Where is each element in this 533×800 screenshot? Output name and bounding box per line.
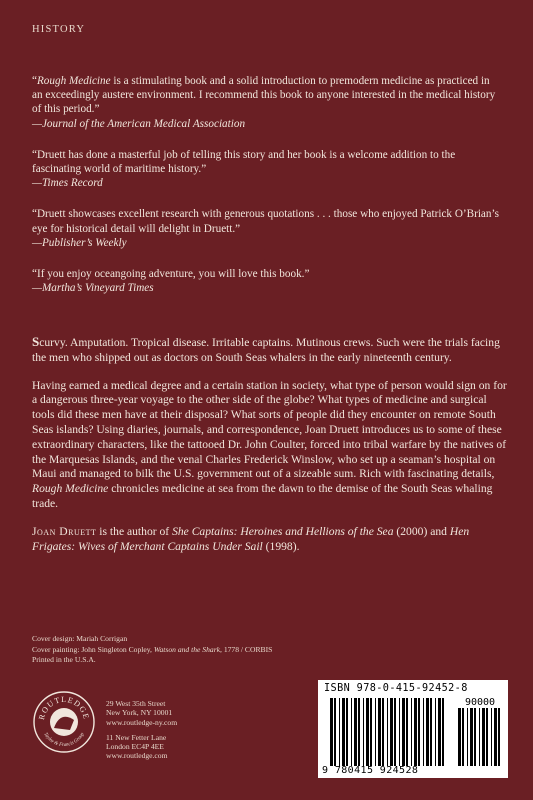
book-title: Rough Medicine xyxy=(32,482,109,496)
drop-cap: S xyxy=(32,334,40,349)
isbn-label: ISBN 978-0-415-92452-8 xyxy=(324,683,468,694)
barcode-bar xyxy=(346,698,348,766)
cover-credits xyxy=(32,634,362,666)
cover-painting-credit: Cover painting: John Singleton Copley, Watson and the Shark, 1778 / CORBIS xyxy=(32,644,273,654)
barcode-bar xyxy=(411,698,412,766)
barcode-bar xyxy=(467,708,468,766)
author-book-1: She Captains: Heroines and Hellions of the Sea xyxy=(172,524,394,538)
barcode-bar xyxy=(402,698,405,766)
barcode-bar xyxy=(378,698,381,766)
author-name: Joan Druett xyxy=(32,524,97,538)
barcode-bar xyxy=(470,708,473,766)
barcode-bar xyxy=(486,708,488,766)
barcode-bar xyxy=(423,698,424,766)
barcode-bar xyxy=(342,698,345,766)
barcode-bar xyxy=(370,698,372,766)
barcode-bar xyxy=(462,708,464,766)
quote-source: —Journal of the American Medical Association xyxy=(32,117,246,130)
ean-digits: 9 780415 924528 xyxy=(322,765,419,776)
barcode-bar xyxy=(414,698,417,766)
barcode-bar xyxy=(394,698,396,766)
barcode-bar xyxy=(482,708,485,766)
barcode-bar xyxy=(366,698,369,766)
publisher-address: 29 West 35th Street New York, NY 10001 www.routledge-ny.com 11 New Fetter Lane London EC4P 4EE www.routledge.com xyxy=(106,699,178,761)
barcode-bar xyxy=(430,698,432,766)
quote-source: —Times Record xyxy=(32,177,103,190)
author-bio: Joan Druett is the author of She Captains: Heroines and Hellions of the Sea (2000) and Hen Frigates: Wives of Merchant Captains Under Sail (1998). xyxy=(32,524,470,553)
review-quote-1: “Rough Medicine is a stimulating book and a solid introduction to premodern medicine as practiced in an exceedingly austere environment. I recommend this book to anyone interested in the medical history of this period.” —Journal of the American Medical Association xyxy=(32,74,502,131)
category-label: HISTORY xyxy=(32,24,86,35)
routledge-logo xyxy=(32,690,96,754)
quote-text: “Druett showcases excellent research with generous quotations . . . those who enjoyed Patrick O’Brian’s eye for historical detail will delight in Druett.” xyxy=(32,208,499,235)
barcode-bar xyxy=(382,698,384,766)
barcode-bar xyxy=(406,698,408,766)
barcode-bar xyxy=(438,698,441,766)
barcode-bar xyxy=(435,698,436,766)
barcode-bar xyxy=(474,708,476,766)
cover-design-credit: Cover design: Mariah Corrigan xyxy=(32,634,128,643)
barcode-bar xyxy=(399,698,400,766)
barcode-bar xyxy=(442,698,444,766)
quote-text: “If you enjoy oceangoing adventure, you will love this book.” xyxy=(32,268,310,281)
barcode-bar xyxy=(375,698,376,766)
logo-subtext: Taylor & Francis Group xyxy=(42,732,86,749)
barcode-bar xyxy=(387,698,388,766)
price-code: 90000 xyxy=(464,697,496,708)
barcode-bar xyxy=(390,698,393,766)
review-quote-2 xyxy=(32,148,502,191)
barcode-bar xyxy=(358,698,360,766)
quote-source: —Martha’s Vineyard Times xyxy=(32,282,154,295)
printed-in: Printed in the U.S.A. xyxy=(32,655,96,664)
quote-book-title: Rough Medicine xyxy=(36,75,111,87)
quote-text: “Druett has done a masterful job of telling this story and her book is a welcome addition to the fascinating world of maritime history.” xyxy=(32,148,456,176)
review-quote-3 xyxy=(32,207,502,250)
book-description xyxy=(32,335,507,567)
logo-text: ROUTLEDGE xyxy=(37,694,91,721)
description-intro: Scurvy. Amputation. Tropical disease. Irritable captains. Mutinous crews. Such were the trials facing the men who shipped out as doctors on South Seas whalers in the early nineteenth century. xyxy=(32,334,500,364)
barcode-bar xyxy=(334,698,336,766)
author-book-2: Hen Frigates: Wives of Merchant Captains Under Sail xyxy=(32,524,470,553)
quote-text: is a stimulating book and a solid introduction to premodern medicine as practiced in an exceedingly austere environment. I recommend this book to anyone interested in the medical history of this period.” xyxy=(32,75,496,116)
barcode-bar xyxy=(458,708,461,766)
barcode-bars xyxy=(318,680,508,778)
description-body: Having earned a medical degree and a certain station in society, what type of person would sign on for a dangerous three-year voyage to the other side of the globe? What types of medicine and surgical tools did these men have at their disposal? What sorts of people did they encounter on remote South Seas islands? Using diaries, journals, and correspondence, Joan Druett introduces us to some of these extraordinary characters, like the tattooed Dr. John Coulter, forced into tribal warfare by the natives of the Marquesas Islands, and the venal Charles Frederick Winslow, who set up a seaman’s hospital on Maui and managed to bilk the U.S. government out of a sizeable sum. Rich with fascinating details, Rough Medicine chronicles medicine at sea from the dawn to the demise of the South Seas whaling trade. xyxy=(32,378,507,510)
barcode-bar xyxy=(339,698,340,766)
barcode-bar xyxy=(498,708,500,766)
barcode-bar xyxy=(330,698,333,766)
barcode-bar xyxy=(351,698,352,766)
barcode-bar xyxy=(418,698,420,766)
barcode-bar xyxy=(426,698,429,766)
barcode-bar xyxy=(479,708,480,766)
review-quotes xyxy=(32,74,502,312)
quote-source: —Publisher’s Weekly xyxy=(32,236,127,249)
review-quote-4 xyxy=(32,267,502,295)
barcode-bar xyxy=(363,698,364,766)
barcode-bar xyxy=(354,698,357,766)
barcode-bar xyxy=(491,708,492,766)
barcode-bar xyxy=(494,708,497,766)
isbn-barcode xyxy=(318,680,508,778)
